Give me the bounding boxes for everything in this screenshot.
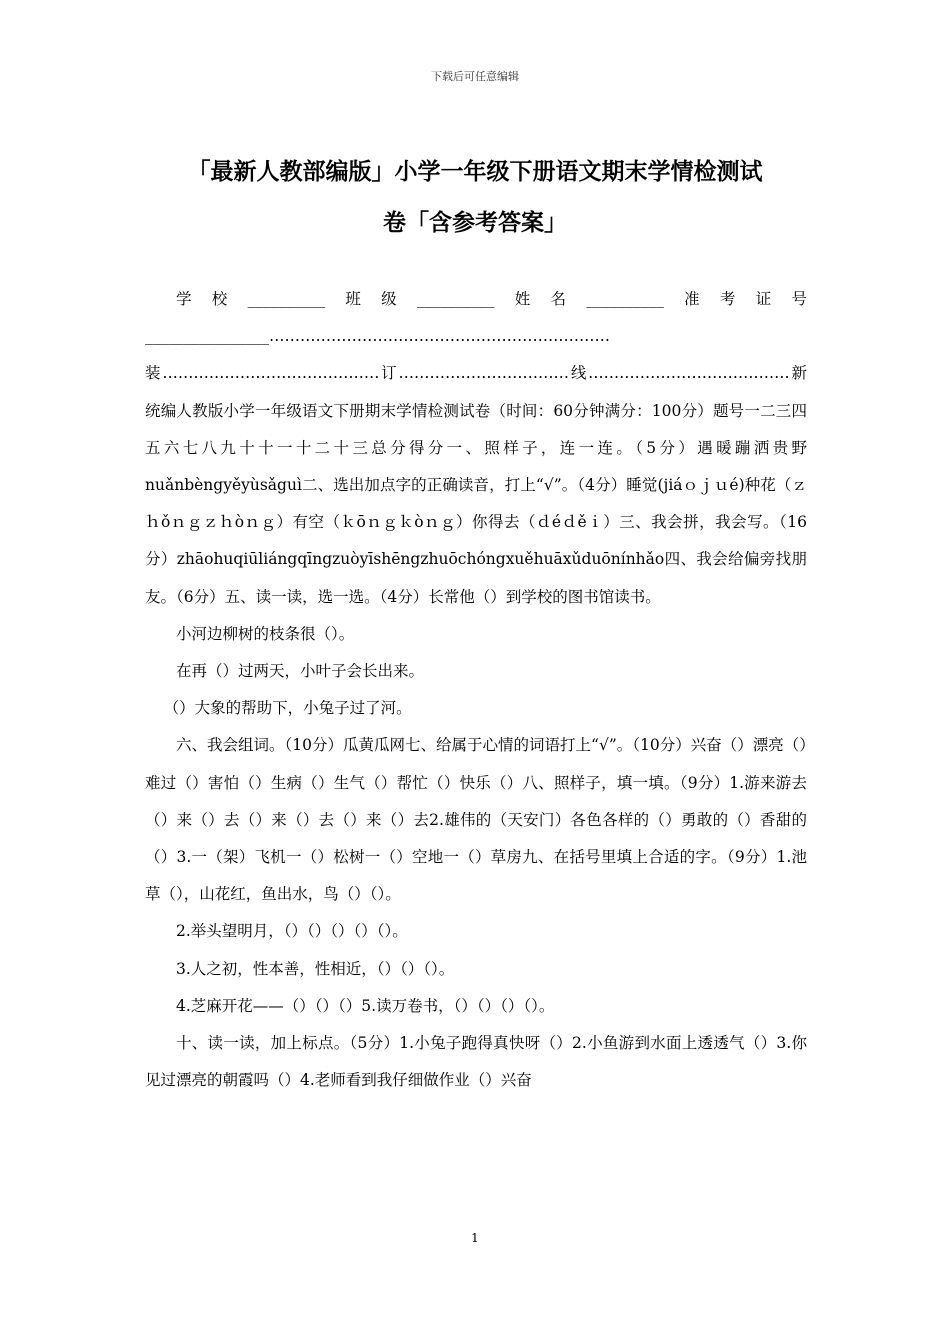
- document-title-line-1: 「最新人教部编版」小学一年级下册语文期末学情检测试: [187, 158, 763, 185]
- exam-body: [145, 281, 807, 1099]
- header-note: 下载后可任意编辑: [431, 70, 519, 83]
- paragraph-sections-6-9: 六、我会组词。（10分）瓜黄瓜网七、给属于心情的词语打上“√”。（10分）兴奋（）漂亮（）难过（）害怕（）生病（）生气（）帮忙（）快乐（）八、照样子，填一填。（9分）1.游来游去（）来（）去（）来（）去（）来（）去2.雄伟的（天安门）各色各样的（）勇敢的（）香甜的（）3.一（架）飞机一（）松树一（）空地一（）草房九、在括号里填上合适的字。（9分）1.池草（），山花红，鱼出水，鸟（）（）。: [145, 736, 807, 904]
- paragraph-poem-2: 2.举头望明月，（）（）（）（）（）。: [176, 922, 408, 941]
- paragraph-option-2: 小河边柳树的枝条很（）。: [176, 624, 355, 643]
- paragraph-option-3: 在再（）过两天，小叶子会长出来。: [176, 662, 425, 681]
- paragraph-option-4: （）大象的帮助下，小兔子过了河。: [163, 699, 412, 718]
- paragraph-header-and-sections-1-5: 学校__________班级__________姓名__________准考证号________________…………………………………………………………装……………………………………订……………………………线…………………………………新统编人教版小学一年级语文下册期末学情检测试卷（时间：60分钟满分：100分）题号一二三四五六七八九十十一十二十三总分得分一、照样子，连一连。（5分）遇暖蹦洒贵野nuǎnbèngyěyùsǎguì二、选出加点字的正确读音，打上“√”。（4分）睡觉(jiáｏｊｕé)种花（ｚｈǒｎｇｚｈòｎｇ）有空（ｋōｎｇｋòｎｇ）你得去（ｄéｄěｉ）三、我会拼，我会写。（16分）zhāohuqiūliángqīngzuòyīshēngzhuōchóngxuěhuāxǔduōnínhǎo四、我会给偏旁找朋友。（6分）五、读一读，选一选。（4分）长常他（）到学校的图书馆读书。: [145, 290, 807, 606]
- paragraph-section-10: 十、读一读，加上标点。（5分）1.小兔子跑得真快呀（）2.小鱼游到水面上透透气（）3.你见过漂亮的朝霞吗（）4.老师看到我仔细做作业（）兴奋: [145, 1034, 807, 1090]
- paragraph-poem-4-5: 4.芝麻开花——（）（）（）5.读万卷书，（）（）（）（）。: [176, 996, 555, 1015]
- paragraph-poem-3: 3.人之初，性本善，性相近，（）（）（）。: [176, 959, 455, 978]
- document-title-line-2: 卷「含参考答案」: [383, 209, 567, 236]
- page-number: 1: [471, 1231, 479, 1245]
